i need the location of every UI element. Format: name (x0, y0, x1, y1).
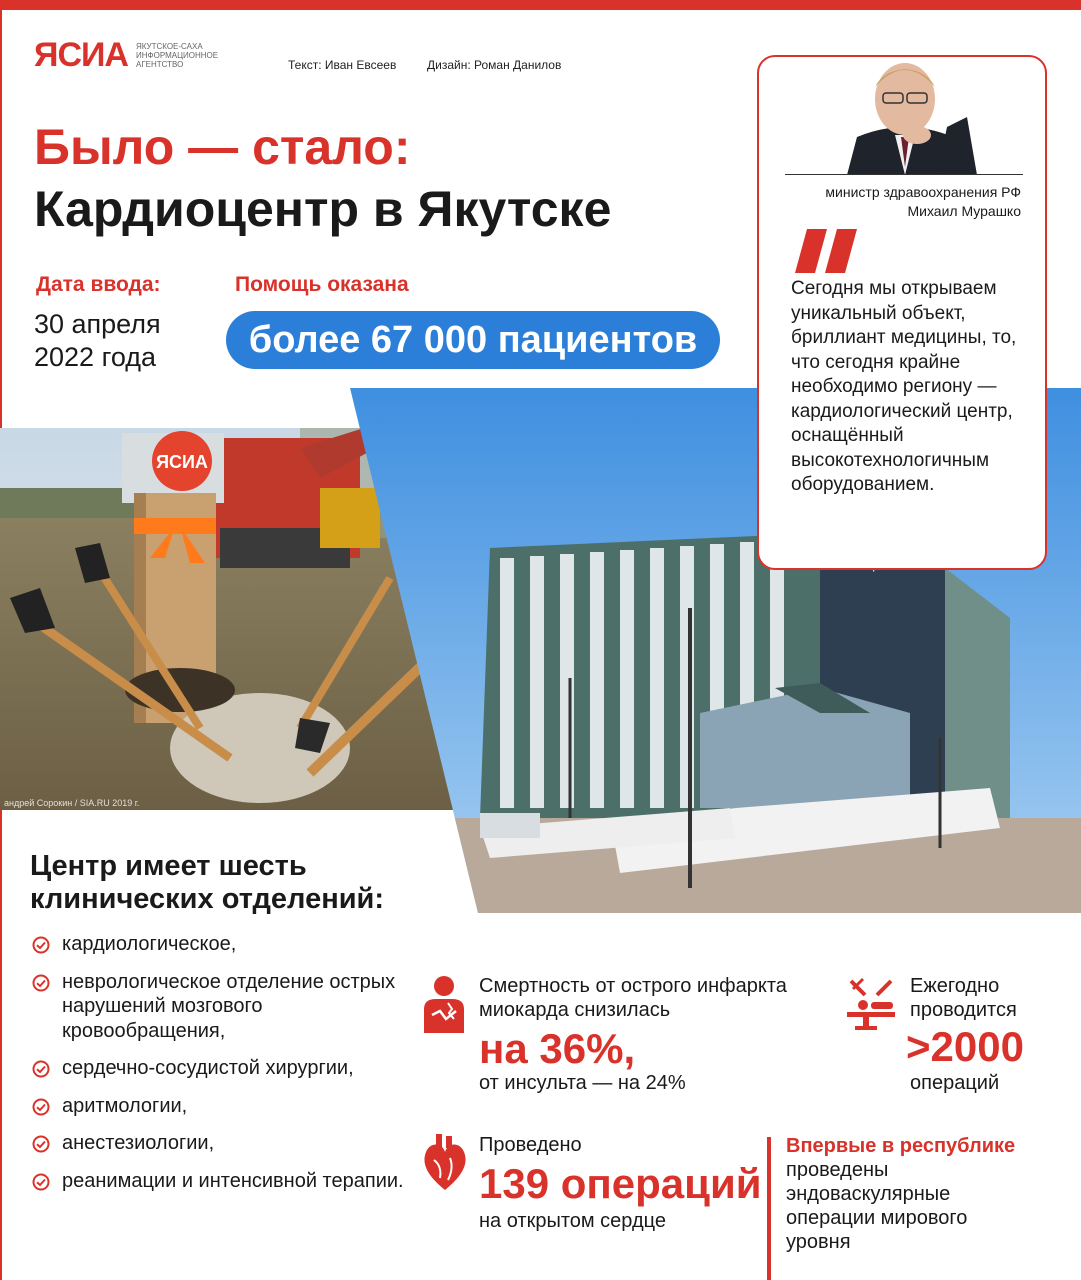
photo-credit: андрей Сорокин / SIA.RU 2019 г. (4, 798, 140, 808)
design-credit: Дизайн: Роман Данилов (427, 58, 562, 72)
heart-attack-person-icon (420, 975, 468, 1033)
operations-value: >2000 (906, 1023, 1024, 1070)
mortality-text: Смертность от острого инфаркта миокарда снизилась (479, 975, 787, 1021)
list-item (32, 1094, 412, 1119)
date-value-line-2: 2022 года (34, 342, 157, 372)
logo-subtitle: ЯКУТСКОЕ-САХА ИНФОРМАЦИОННОЕ АГЕНТСТВО (135, 41, 219, 69)
minister-role: министр здравоохранения РФ (825, 184, 1021, 200)
text-credit: Текст: Иван Евсеев (288, 58, 397, 72)
operations-text: Ежегодно проводится (910, 975, 1017, 1021)
minister-portrait (787, 57, 1023, 175)
department-label: сердечно-сосудистой хирургии, (62, 1057, 354, 1079)
department-label: реанимации и интенсивной терапии. (62, 1169, 404, 1192)
check-circle-icon (32, 1060, 50, 1078)
list-item (32, 1131, 412, 1156)
list-item (32, 970, 412, 1044)
date-value (34, 308, 214, 374)
check-circle-icon (32, 1098, 50, 1116)
logo (34, 38, 226, 72)
sign-text: ЯСИА (156, 452, 208, 472)
check-circle-icon (32, 1173, 50, 1191)
logo-mark: ЯСИА (34, 36, 128, 74)
operating-table-icon (843, 975, 899, 1031)
department-label: анестезиологии, (62, 1132, 215, 1154)
list-item (32, 932, 412, 957)
first-accent-line (767, 1137, 771, 1280)
minister-name: Михаил Мурашко (907, 203, 1021, 219)
quote-card (757, 55, 1047, 570)
open-heart-text: Проведено (479, 1134, 582, 1156)
department-label: аритмологии, (62, 1094, 188, 1117)
date-label: Дата ввода: (36, 273, 161, 296)
department-label: кардиологическое, (62, 933, 237, 955)
quote-text: Сегодня мы открываем уникальный объект, бриллиант медицины, то, что сегодня крайне необходимо региону — кардиологический центр, оснащённый высокотехнологичным оборудованием. (791, 278, 1017, 495)
departments-title: Центр имеет шесть клинических отделений: (30, 850, 385, 915)
check-circle-icon (32, 974, 50, 992)
title-line-1: Было — стало: (34, 119, 411, 175)
open-heart-value: 139 операций (479, 1160, 762, 1207)
date-value-line-1: 30 апреля (34, 309, 161, 339)
check-circle-icon (32, 1135, 50, 1153)
quote-mark-icon (793, 227, 863, 277)
stroke-text: от инсульта — на 24% (479, 1072, 686, 1094)
portrait-divider (785, 174, 1023, 175)
departments-list (32, 932, 412, 1206)
check-circle-icon (32, 936, 50, 954)
first-title: Впервые в республике (786, 1135, 1016, 1157)
list-item (32, 1169, 412, 1194)
help-label: Помощь оказана (235, 273, 409, 296)
top-accent-bar (0, 0, 1081, 10)
open-heart-sub: на открытом сердце (479, 1210, 666, 1232)
operations-unit: операций (910, 1072, 1000, 1094)
patients-pill: более 67 000 пациентов (226, 311, 720, 369)
mortality-value: на 36%, (479, 1025, 636, 1072)
heart-icon (420, 1134, 470, 1192)
title-line-2: Кардиоцентр в Якутске (34, 181, 612, 237)
minister-caption (769, 183, 1021, 221)
list-item (32, 1056, 412, 1081)
first-text: проведены эндоваскулярные операции мирового уровня (786, 1159, 968, 1253)
department-label: неврологическое отделение острых нарушений мозгового кровообращения, (62, 970, 396, 1042)
